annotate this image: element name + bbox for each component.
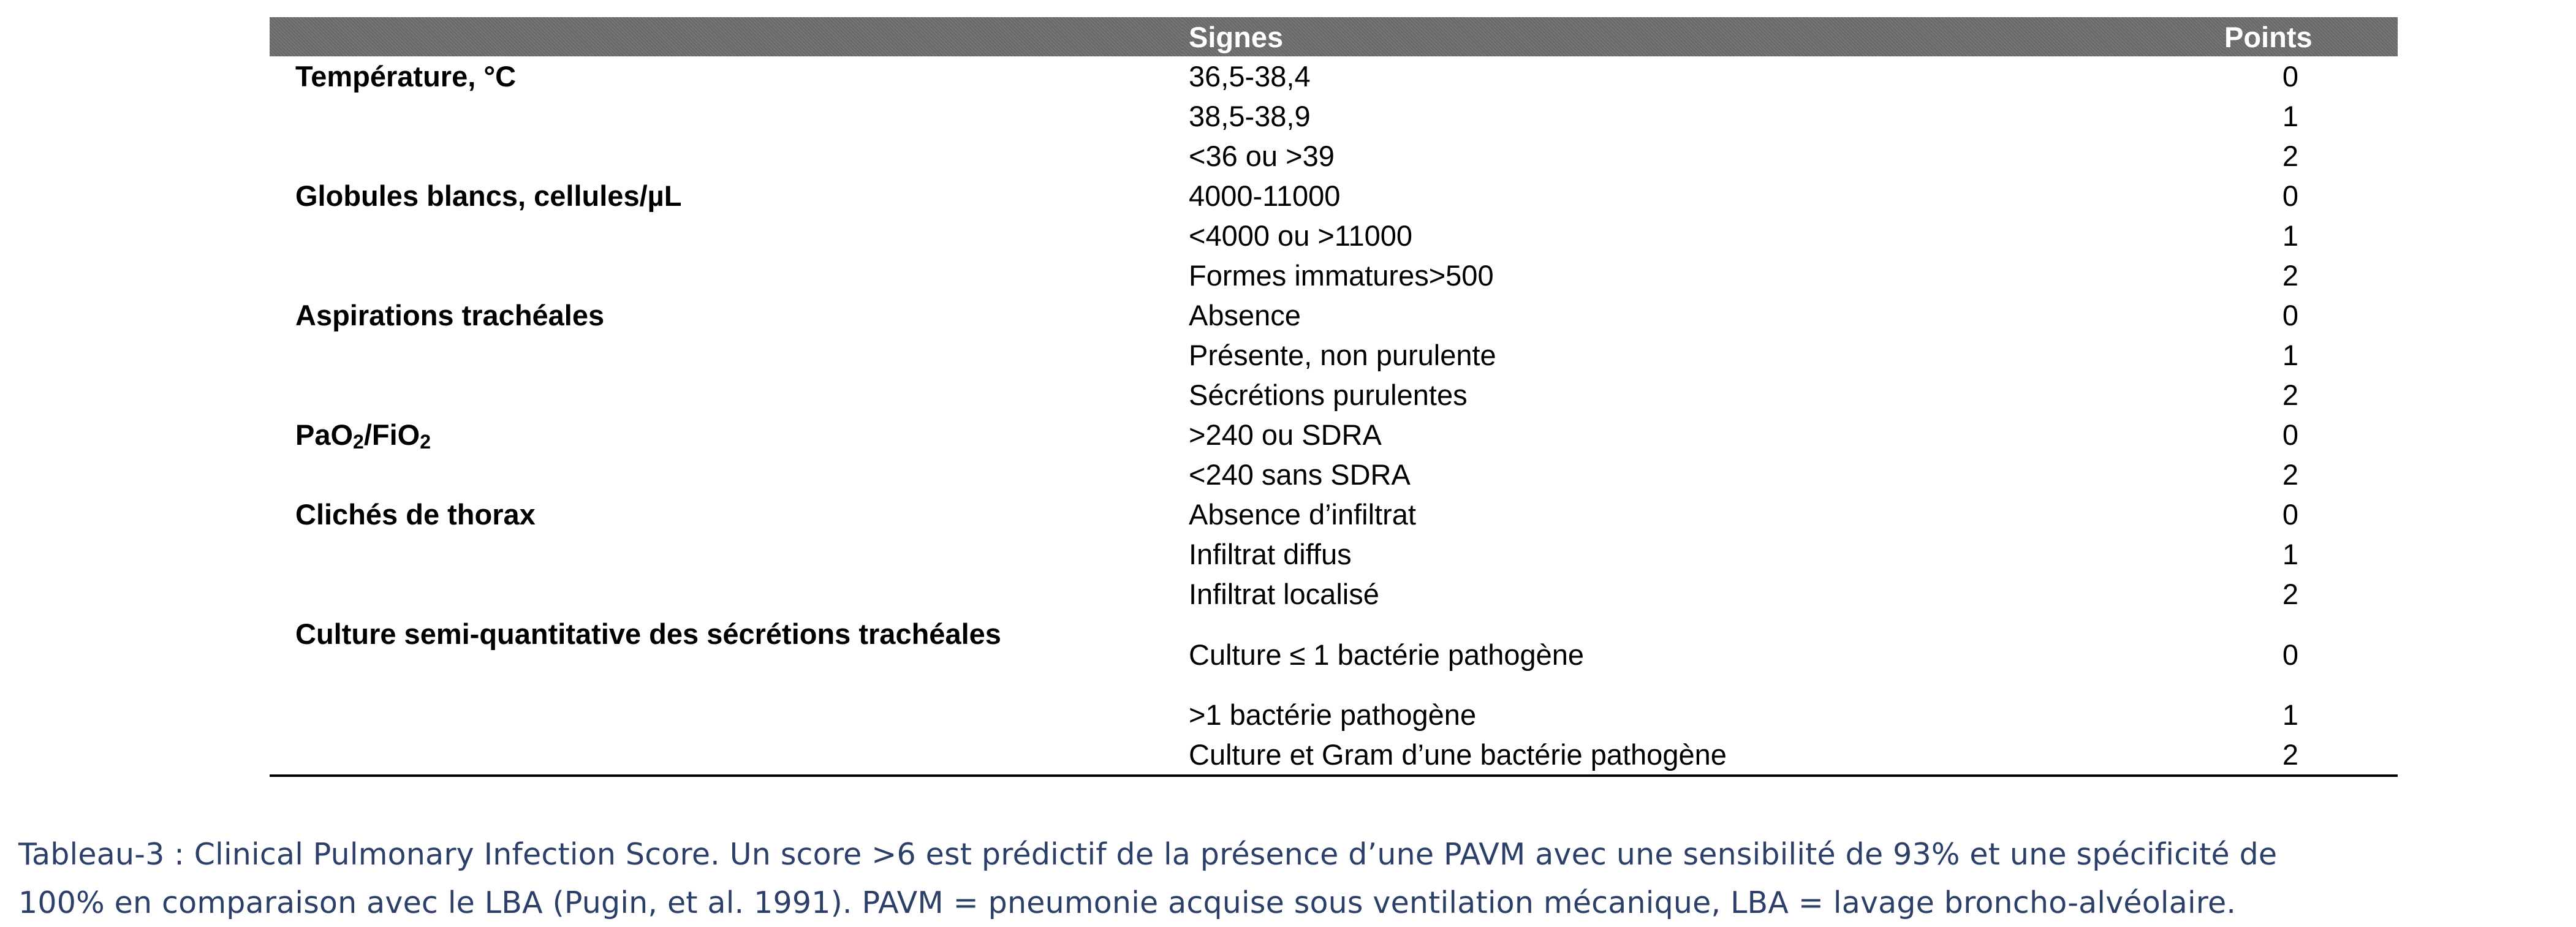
parameter-temperature: Température, °C [295, 60, 517, 93]
points-cell: 1 [2282, 538, 2298, 570]
points-cell: 2 [2282, 578, 2298, 610]
points-cell: 0 [2282, 498, 2298, 531]
cpis-table [270, 17, 2398, 777]
table-row [270, 614, 2398, 695]
parameter-empty [270, 695, 1183, 735]
parameter-culture: Culture semi-quantitative des sécrétions trachéales [295, 618, 1001, 650]
table-row [270, 695, 2398, 735]
sign-cell: 4000-11000 [1189, 180, 1341, 212]
points-cell: 0 [2282, 418, 2298, 451]
caption-line-1: Tableau-3 : Clinical Pulmonary Infection Score. Un score >6 est prédictif de la présence d’une PAVM avec une sensibilité de 93% et une spécificité de [18, 837, 2278, 872]
sign-cell: Culture et Gram d’une bactérie pathogène [1189, 738, 1727, 771]
table-row [270, 295, 2398, 335]
points-cell: 2 [2282, 379, 2298, 411]
subscript: 2 [353, 431, 364, 453]
points-cell: 1 [2282, 219, 2298, 252]
header-parameter [270, 17, 1183, 56]
sign-cell: 36,5-38,4 [1189, 60, 1311, 93]
sign-cell: <4000 ou >11000 [1189, 219, 1413, 252]
param-text: PaO [295, 418, 354, 451]
header-points: Points [2224, 17, 2398, 56]
sign-cell: Formes immatures>500 [1189, 259, 1494, 292]
table-header-row [270, 17, 2398, 56]
table-row [270, 735, 2398, 776]
parameter-white-blood-cells: Globules blancs, cellules/µL [295, 180, 682, 212]
table-row [270, 176, 2398, 216]
points-cell: 2 [2282, 458, 2298, 491]
points-cell: 0 [2282, 180, 2298, 212]
sign-cell: Culture ≤ 1 bactérie pathogène [1189, 638, 1585, 671]
table-caption [18, 830, 2561, 927]
sign-cell: Présente, non purulente [1189, 339, 1496, 371]
parameter-empty [270, 735, 1183, 776]
sign-cell: <36 ou >39 [1189, 140, 1335, 172]
points-cell: 0 [2282, 299, 2298, 331]
points-cell: 1 [2282, 698, 2298, 731]
sign-cell: 38,5-38,9 [1189, 100, 1311, 132]
param-text: /FiO [363, 418, 420, 451]
points-cell: 1 [2282, 100, 2298, 132]
sign-cell: Absence [1189, 299, 1301, 331]
points-cell: 0 [2282, 638, 2298, 671]
points-cell: 0 [2282, 60, 2298, 93]
table-row [270, 56, 2398, 96]
points-cell: 2 [2282, 259, 2298, 292]
cpis-table-container [270, 17, 2398, 777]
sign-cell: Absence d’infiltrat [1189, 498, 1416, 531]
points-cell: 1 [2282, 339, 2298, 371]
sign-cell: Infiltrat diffus [1189, 538, 1352, 570]
parameter-chest-xray: Clichés de thorax [295, 498, 536, 531]
sign-cell: >1 bactérie pathogène [1189, 698, 1477, 731]
sign-cell: <240 sans SDRA [1189, 458, 1411, 491]
sign-cell: Sécrétions purulentes [1189, 379, 1468, 411]
parameter-tracheal-aspirations: Aspirations trachéales [295, 299, 605, 331]
points-cell: 2 [2282, 140, 2298, 172]
sign-cell: >240 ou SDRA [1189, 418, 1382, 451]
points-cell: 2 [2282, 738, 2298, 771]
sign-cell: Infiltrat localisé [1189, 578, 1379, 610]
caption-line-2: 100% en comparaison avec le LBA (Pugin, et al. 1991). PAVM = pneumonie acquise sous ventilation mécanique, LBA = lavage broncho-alvéolaire. [18, 885, 2237, 920]
parameter-pao2-fio2 [270, 415, 1183, 494]
header-signs: Signes [1183, 17, 2224, 56]
table-row [270, 494, 2398, 534]
table-row [270, 415, 2398, 455]
subscript: 2 [420, 431, 431, 453]
